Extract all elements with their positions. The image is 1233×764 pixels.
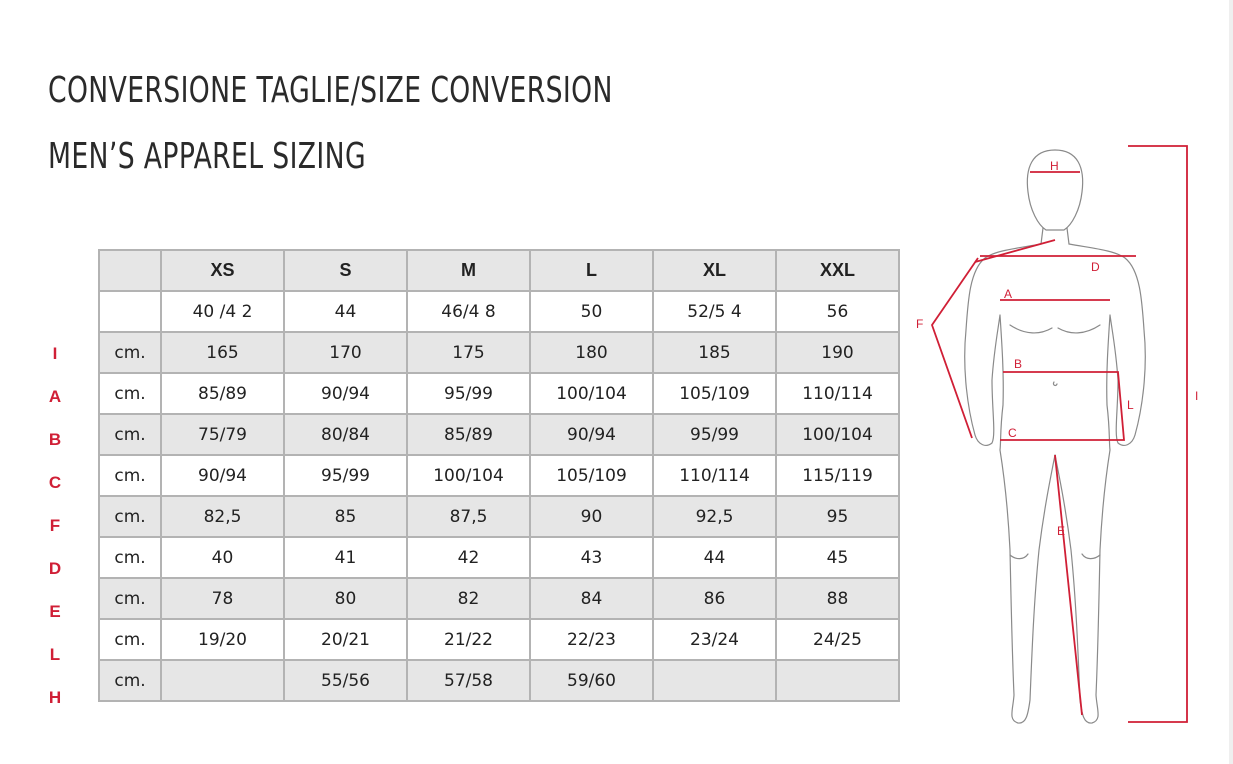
table-cell: 82,5 bbox=[161, 496, 284, 537]
table-row-e bbox=[99, 578, 899, 619]
page-title: CONVERSIONE TAGLIE/SIZE CONVERSION bbox=[48, 70, 613, 111]
page-edge-divider bbox=[1229, 0, 1233, 764]
table-cell: 92,5 bbox=[653, 496, 776, 537]
table-cell: 40 /4 2 bbox=[161, 291, 284, 332]
figure-label-i: I bbox=[1195, 389, 1199, 403]
table-cell: 45 bbox=[776, 537, 899, 578]
table-cell: 46/4 8 bbox=[407, 291, 530, 332]
table-cell: 23/24 bbox=[653, 619, 776, 660]
table-row-c bbox=[99, 455, 899, 496]
table-cell: 95/99 bbox=[284, 455, 407, 496]
row-label-e: E bbox=[49, 602, 61, 621]
table-cell: 75/79 bbox=[161, 414, 284, 455]
table-cell: 185 bbox=[653, 332, 776, 373]
row-label-l: L bbox=[49, 645, 61, 664]
table-cell bbox=[161, 660, 284, 701]
table-cell: 44 bbox=[653, 537, 776, 578]
table-cell: 80/84 bbox=[284, 414, 407, 455]
size-conversion-table bbox=[98, 249, 900, 702]
unit-cell: cm. bbox=[99, 373, 161, 414]
table-row-b bbox=[99, 414, 899, 455]
table-cell: 165 bbox=[161, 332, 284, 373]
table-cell: 44 bbox=[284, 291, 407, 332]
unit-cell: cm. bbox=[99, 455, 161, 496]
size-header-row bbox=[99, 250, 899, 291]
figure-label-b: B bbox=[1014, 357, 1023, 371]
body-measurement-figure bbox=[900, 130, 1210, 740]
table-cell: 22/23 bbox=[530, 619, 653, 660]
table-cell: 170 bbox=[284, 332, 407, 373]
row-label-d: D bbox=[48, 559, 62, 578]
table-row-h bbox=[99, 660, 899, 701]
figure-label-e: E bbox=[1057, 524, 1066, 538]
measurement-row-labels bbox=[40, 336, 70, 723]
table-cell: 40 bbox=[161, 537, 284, 578]
table-cell: 50 bbox=[530, 291, 653, 332]
table-cell: 105/109 bbox=[653, 373, 776, 414]
table-row-l bbox=[99, 619, 899, 660]
table-cell: 180 bbox=[530, 332, 653, 373]
table-cell: 95 bbox=[776, 496, 899, 537]
table-cell: 100/104 bbox=[530, 373, 653, 414]
table-cell: 88 bbox=[776, 578, 899, 619]
table-cell: 90/94 bbox=[161, 455, 284, 496]
table-cell: 41 bbox=[284, 537, 407, 578]
row-label-i: I bbox=[52, 344, 58, 363]
table-cell: 95/99 bbox=[653, 414, 776, 455]
table-cell: 19/20 bbox=[161, 619, 284, 660]
header-size-l: L bbox=[530, 250, 653, 291]
table-cell: 85/89 bbox=[161, 373, 284, 414]
figure-label-a: A bbox=[1004, 287, 1013, 301]
header-size-m: M bbox=[407, 250, 530, 291]
table-cell: 95/99 bbox=[407, 373, 530, 414]
header-size-xs: XS bbox=[161, 250, 284, 291]
table-cell: 82 bbox=[407, 578, 530, 619]
figure-label-l: L bbox=[1127, 398, 1134, 412]
header-size-xl: XL bbox=[653, 250, 776, 291]
table-cell: 85 bbox=[284, 496, 407, 537]
unit-cell: cm. bbox=[99, 414, 161, 455]
figure-label-d: D bbox=[1091, 260, 1100, 274]
table-cell: 43 bbox=[530, 537, 653, 578]
table-cell: 80 bbox=[284, 578, 407, 619]
unit-cell: cm. bbox=[99, 537, 161, 578]
unit-cell: cm. bbox=[99, 619, 161, 660]
table-cell: 100/104 bbox=[776, 414, 899, 455]
table-cell: 57/58 bbox=[407, 660, 530, 701]
row-label-c: C bbox=[48, 473, 62, 492]
unit-cell: cm. bbox=[99, 578, 161, 619]
table-cell: 86 bbox=[653, 578, 776, 619]
table-cell: 24/25 bbox=[776, 619, 899, 660]
table-cell: 85/89 bbox=[407, 414, 530, 455]
figure-label-h: H bbox=[1050, 159, 1059, 173]
unit-cell: cm. bbox=[99, 496, 161, 537]
table-cell: 84 bbox=[530, 578, 653, 619]
table-cell: 100/104 bbox=[407, 455, 530, 496]
table-cell: 110/114 bbox=[653, 455, 776, 496]
table-cell: 42 bbox=[407, 537, 530, 578]
eu-size-row bbox=[99, 291, 899, 332]
row-label-b: B bbox=[48, 430, 62, 449]
table-cell: 115/119 bbox=[776, 455, 899, 496]
table-row-i bbox=[99, 332, 899, 373]
table-cell: 87,5 bbox=[407, 496, 530, 537]
row-label-h: H bbox=[48, 688, 62, 707]
row-label-f: F bbox=[49, 516, 61, 535]
table-cell: 90/94 bbox=[530, 414, 653, 455]
eu-size-empty-cell bbox=[99, 291, 161, 332]
table-cell: 175 bbox=[407, 332, 530, 373]
table-row-a bbox=[99, 373, 899, 414]
header-size-s: S bbox=[284, 250, 407, 291]
table-cell: 20/21 bbox=[284, 619, 407, 660]
figure-label-c: C bbox=[1008, 426, 1017, 440]
table-cell: 190 bbox=[776, 332, 899, 373]
table-cell: 90 bbox=[530, 496, 653, 537]
table-row-f bbox=[99, 496, 899, 537]
page-subtitle: MEN’S APPAREL SIZING bbox=[48, 136, 366, 177]
table-cell: 90/94 bbox=[284, 373, 407, 414]
table-cell: 52/5 4 bbox=[653, 291, 776, 332]
header-size-xxl: XXL bbox=[776, 250, 899, 291]
figure-label-f: F bbox=[916, 317, 924, 331]
table-cell: 59/60 bbox=[530, 660, 653, 701]
table-row-d bbox=[99, 537, 899, 578]
unit-cell: cm. bbox=[99, 660, 161, 701]
row-label-a: A bbox=[48, 387, 62, 406]
header-empty-cell bbox=[99, 250, 161, 291]
table-cell: 78 bbox=[161, 578, 284, 619]
table-cell: 105/109 bbox=[530, 455, 653, 496]
table-cell bbox=[653, 660, 776, 701]
table-cell: 55/56 bbox=[284, 660, 407, 701]
table-cell: 56 bbox=[776, 291, 899, 332]
unit-cell: cm. bbox=[99, 332, 161, 373]
table-cell: 110/114 bbox=[776, 373, 899, 414]
table-cell: 21/22 bbox=[407, 619, 530, 660]
table-cell bbox=[776, 660, 899, 701]
